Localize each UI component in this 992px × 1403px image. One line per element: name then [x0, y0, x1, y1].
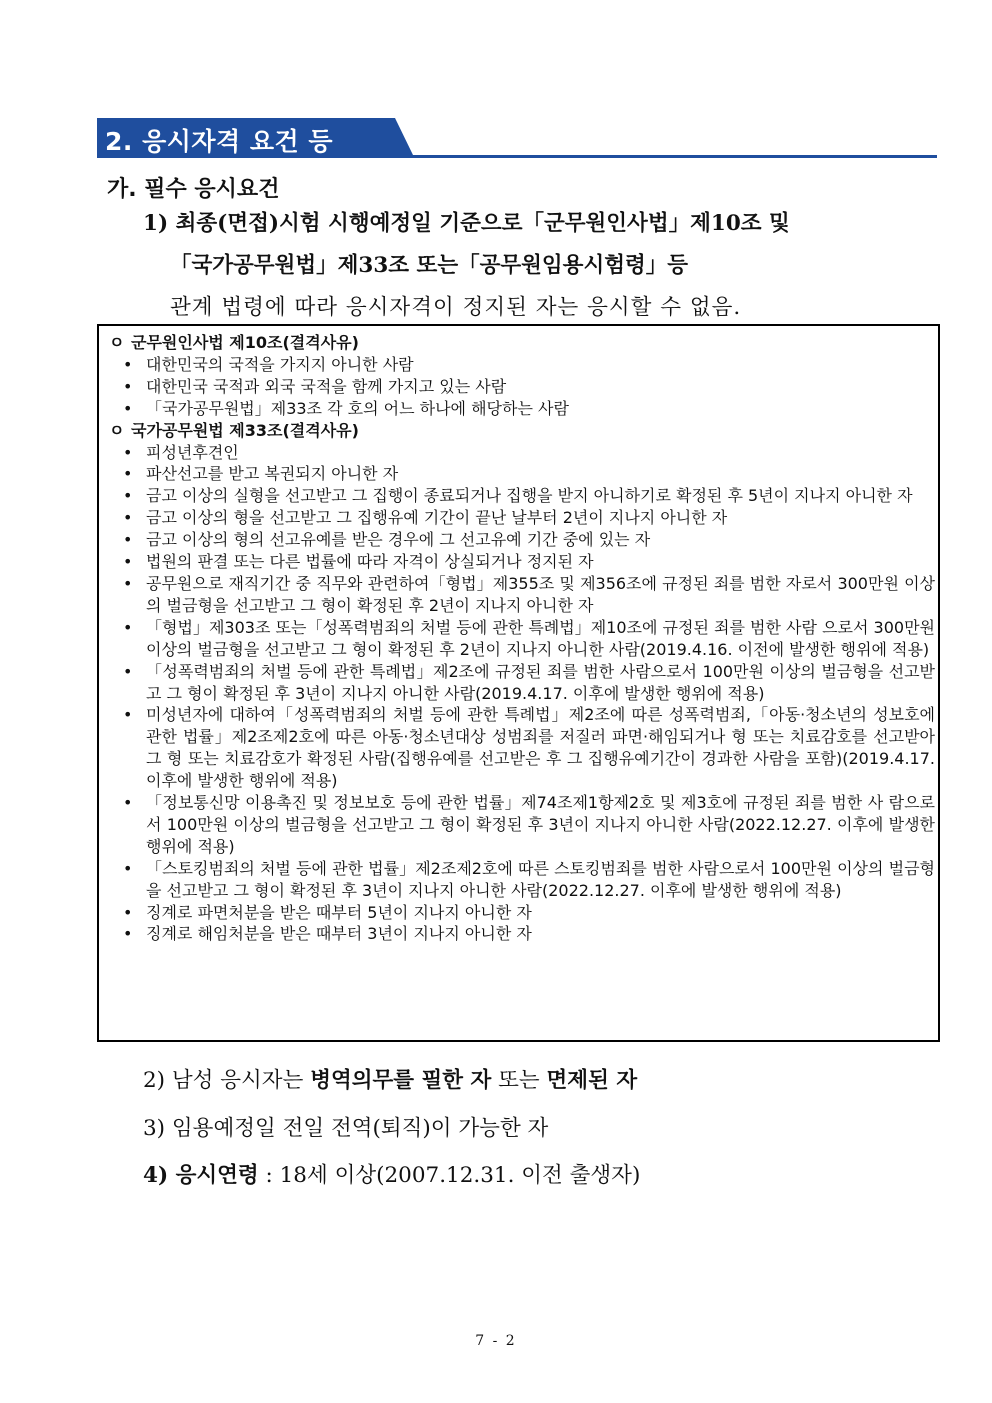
list-item: • 「정보통신망 이용촉진 및 정보보호 등에 관한 법률」제74조제1항제2호 및 제3호에 규정된 죄를 범한 사 람으로서 100만원 이상의 벌금형을 선고받고 그 형이 확정된 후 3년이 지나지 아니한 사람(2022.12.27. 이후에 발생한 행위에 적용)	[109, 792, 935, 858]
list-item: • 금고 이상의 형을 선고받고 그 집행유예 기간이 끝난 날부터 2년이 지나지 아니한 자	[109, 507, 935, 529]
subsection-title: 가. 필수 응시요건	[107, 177, 280, 202]
requirement-2-bold-2: 면제된 자	[546, 1068, 638, 1093]
requirement-1-line-3: 관계 법령에 따라 응시자격이 정지된 자는 응시할 수 없음.	[170, 295, 742, 320]
requirement-4-label: 4) 응시연령	[143, 1163, 259, 1188]
category-civil-service-act	[109, 420, 935, 442]
category-marker: ㅇ	[109, 420, 125, 440]
requirement-4-value: : 18세 이상(2007.12.31. 이전 출생자)	[258, 1163, 641, 1188]
category-title: 군무원인사법 제10조(결격사유)	[131, 333, 359, 352]
requirement-1-line-2: 「국가공무원법」제33조 또는「공무원임용시험령」등	[170, 253, 689, 278]
requirement-2-bold-1: 병역의무를 필한 자	[310, 1068, 492, 1093]
requirement-3: 3) 임용예정일 전일 전역(퇴직)이 가능한 자	[143, 1116, 549, 1141]
requirement-1-line-1: 1) 최종(면접)시험 시행예정일 기준으로「군무원인사법」제10조 및	[143, 211, 790, 236]
category-military-civilian-act	[109, 332, 935, 354]
list-item: • 피성년후견인	[109, 442, 935, 464]
list-item: • 금고 이상의 실형을 선고받고 그 집행이 종료되거나 집행을 받지 아니하기로 확정된 후 5년이 지나지 아니한 자	[109, 485, 935, 507]
list-item: • 금고 이상의 형의 선고유예를 받은 경우에 그 선고유예 기간 중에 있는 자	[109, 529, 935, 551]
list-item: • 미성년자에 대하여「성폭력범죄의 처벌 등에 관한 특례법」제2조에 따른 성폭력범죄,「아동·청소년의 성보호에 관한 법률」제2조제2호에 따른 아동·청소년대상 성범죄를 저질러 파면·해임되거나 형 또는 치료감호를 선고받아 그 형 또는 치료감호가 확정된 사람(집행유예를 선고받은 후 그 집행유예기간이 경과한 사람을 포함)(2019.4.17. 이후에 발생한 행위에 적용)	[109, 704, 935, 792]
list-item: • 공무원으로 재직기간 중 직무와 관련하여「형법」제355조 및 제356조에 규정된 죄를 범한 자로서 300만원 이상의 벌금형을 선고받고 그 형이 확정된 후 2년이 지나지 아니한 자	[109, 573, 935, 617]
disqualification-list	[109, 332, 935, 945]
requirement-4	[143, 1158, 640, 1189]
list-item: • 대한민국의 국적을 가지지 아니한 사람	[109, 354, 935, 376]
list-item: • 파산선고를 받고 복권되지 아니한 자	[109, 463, 935, 485]
page-number: 7 - 2	[475, 1333, 517, 1349]
requirement-2	[143, 1063, 637, 1094]
requirement-1	[143, 203, 923, 329]
list-item: • 징계로 해임처분을 받은 때부터 3년이 지나지 아니한 자	[109, 923, 935, 945]
list-item: • 법원의 판결 또는 다른 법률에 따라 자격이 상실되거나 정지된 자	[109, 551, 935, 573]
category-marker: ㅇ	[109, 333, 125, 352]
disqualification-box	[97, 324, 940, 1042]
list-item: • 「형법」제303조 또는「성폭력범죄의 처벌 등에 관한 특례법」제10조에 규정된 죄를 범한 사람 으로서 300만원 이상의 벌금형을 선고받고 그 형이 확정된 후 2년이 지나지 아니한 사람(2019.4.16. 이전에 발생한 행위에 적용)	[109, 617, 935, 661]
list-item: • 「스토킹범죄의 처벌 등에 관한 법률」제2조제2호에 따른 스토킹범죄를 범한 사람으로서 100만원 이상의 벌금형을 선고받고 그 형이 확정된 후 3년이 지나지 아니한 사람(2022.12.27. 이후에 발생한 행위에 적용)	[109, 858, 935, 902]
category-title: 국가공무원법 제33조(결격사유)	[131, 420, 359, 440]
requirement-2-middle: 또는	[491, 1068, 547, 1093]
requirement-2-prefix: 2) 남성 응시자는	[143, 1068, 311, 1093]
list-item: • 대한민국 국적과 외국 국적을 함께 가지고 있는 사람	[109, 376, 935, 398]
section-title: 2. 응시자격 요건 등	[105, 127, 334, 156]
list-item: • 징계로 파면처분을 받은 때부터 5년이 지나지 아니한 자	[109, 902, 935, 924]
list-item: • 「성폭력범죄의 처벌 등에 관한 특례법」제2조에 규정된 죄를 범한 사람으로서 100만원 이상의 벌금형을 선고받고 그 형이 확정된 후 3년이 지나지 아니한 사람(2019.4.17. 이후에 발생한 행위에 적용)	[109, 661, 935, 705]
list-item: • 「국가공무원법」제33조 각 호의 어느 하나에 해당하는 사람	[109, 398, 935, 420]
section-header	[97, 118, 937, 160]
